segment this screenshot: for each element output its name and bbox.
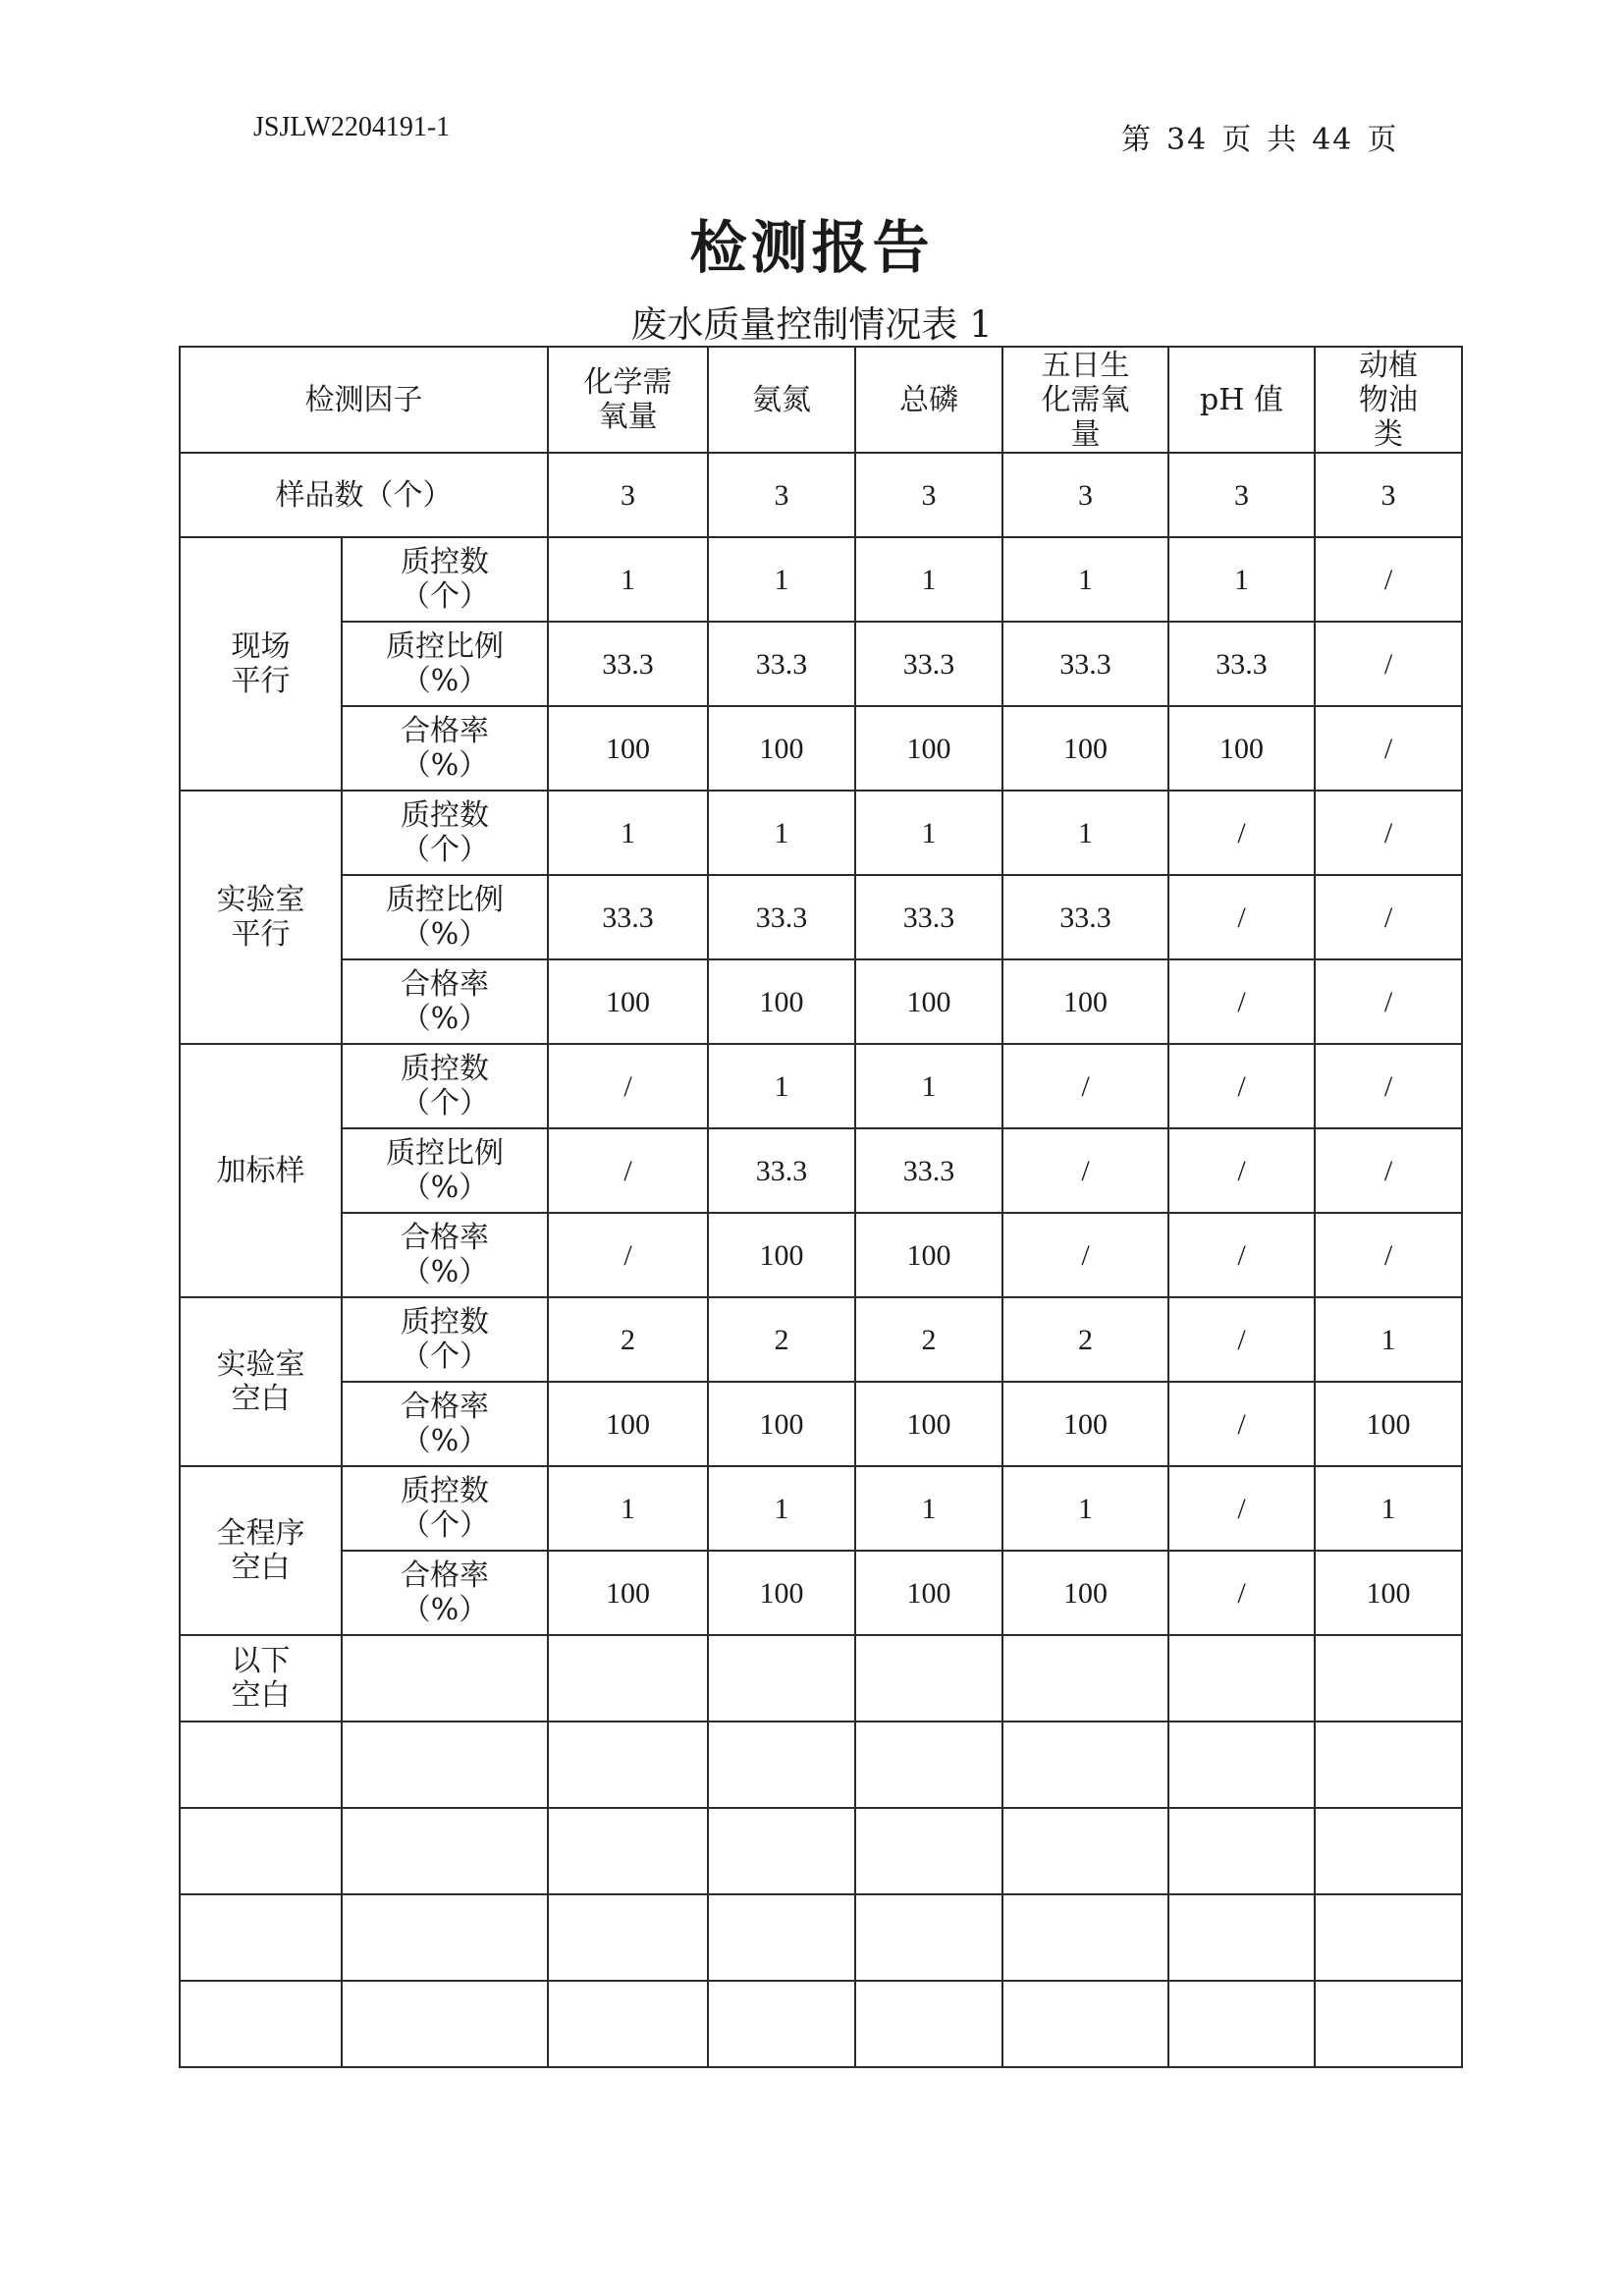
value-cell: 1 [548,1466,708,1551]
empty-cell [1002,1981,1168,2067]
metric-label: 合格率 （%） [342,706,548,791]
empty-cell [548,1722,708,1808]
sample-count-cell: 3 [855,453,1002,537]
value-cell: 100 [1002,959,1168,1044]
value-cell: 33.3 [708,875,855,959]
value-cell: / [1315,1044,1462,1128]
table-row [180,1213,1462,1297]
value-cell: 100 [1002,706,1168,791]
value-cell: / [1168,875,1315,959]
value-cell: / [1168,1551,1315,1635]
value-cell: 100 [1315,1382,1462,1466]
value-cell: 100 [1168,706,1315,791]
empty-cell [342,1981,548,2067]
value-cell: 100 [1002,1551,1168,1635]
metric-label: 合格率 （%） [342,1213,548,1297]
value-cell: 100 [708,706,855,791]
value-cell: / [1315,875,1462,959]
value-cell: 100 [708,1382,855,1466]
metric-label: 质控比例 （%） [342,622,548,706]
empty-cell [1168,1808,1315,1894]
value-cell: 33.3 [855,875,1002,959]
group-label: 加标样 [180,1044,342,1297]
end-note: 以下 空白 [180,1635,342,1722]
empty-row [180,1722,1462,1808]
value-cell: / [548,1044,708,1128]
page-title: 检测报告 [689,214,934,281]
metric-label: 质控比例 （%） [342,875,548,959]
value-cell: 100 [548,706,708,791]
value-cell: 33.3 [548,622,708,706]
empty-cell [548,1635,708,1722]
empty-cell [342,1808,548,1894]
empty-cell [1002,1808,1168,1894]
empty-cell [1315,1635,1462,1722]
group-label: 实验室 空白 [180,1297,342,1466]
group-label: 全程序 空白 [180,1466,342,1635]
page-prefix: 第 [1121,123,1153,157]
empty-cell [1168,1722,1315,1808]
table-row [180,537,1462,622]
empty-cell [180,1808,342,1894]
empty-row [180,1894,1462,1981]
empty-cell [1315,1894,1462,1981]
table-row [180,1466,1462,1551]
value-cell: 1 [1315,1297,1462,1382]
value-cell: / [1002,1213,1168,1297]
empty-cell [342,1722,548,1808]
value-cell: 1 [1168,537,1315,622]
empty-cell [1315,1981,1462,2067]
column-header: 动植 物油 类 [1315,347,1462,453]
value-cell: 100 [708,959,855,1044]
empty-cell [1168,1894,1315,1981]
table-row [180,959,1462,1044]
table-caption: 废水质量控制情况表 1 [630,303,993,346]
empty-cell [708,1894,855,1981]
empty-cell [708,1808,855,1894]
empty-cell [855,1981,1002,2067]
value-cell: / [1315,622,1462,706]
header-label: 检测因子 [180,347,548,453]
sample-count-row [180,453,1462,537]
value-cell: 100 [708,1213,855,1297]
metric-label: 质控数 （个） [342,1466,548,1551]
value-cell: / [1168,791,1315,875]
value-cell: / [548,1213,708,1297]
value-cell: / [1168,1382,1315,1466]
metric-label: 质控数 （个） [342,791,548,875]
value-cell: 2 [548,1297,708,1382]
table-row [180,706,1462,791]
table-row [180,1128,1462,1213]
value-cell: / [1168,959,1315,1044]
metric-label: 质控数 （个） [342,1044,548,1128]
group-label: 现场 平行 [180,537,342,791]
empty-cell [855,1894,1002,1981]
value-cell: 100 [548,1382,708,1466]
empty-row [180,1808,1462,1894]
empty-cell [855,1722,1002,1808]
empty-cell [180,1722,342,1808]
table-row [180,1382,1462,1466]
value-cell: 33.3 [548,875,708,959]
table-row [180,875,1462,959]
value-cell: 1 [1315,1466,1462,1551]
table-row [180,1044,1462,1128]
value-cell: / [1168,1128,1315,1213]
empty-cell [855,1635,1002,1722]
empty-cell [180,1894,342,1981]
value-cell: 100 [1315,1551,1462,1635]
value-cell: 1 [1002,791,1168,875]
sample-count-label: 样品数（个） [180,453,548,537]
value-cell: 2 [708,1297,855,1382]
metric-label: 合格率 （%） [342,1382,548,1466]
value-cell: 1 [1002,1466,1168,1551]
empty-cell [342,1635,548,1722]
empty-cell [1168,1635,1315,1722]
value-cell: 33.3 [855,1128,1002,1213]
empty-cell [1168,1981,1315,2067]
value-cell: / [1315,791,1462,875]
empty-cell [1002,1722,1168,1808]
value-cell: 100 [548,1551,708,1635]
column-header: pH 值 [1168,347,1315,453]
value-cell: / [1315,537,1462,622]
value-cell: 100 [855,1551,1002,1635]
metric-label: 合格率 （%） [342,959,548,1044]
value-cell: 1 [855,1044,1002,1128]
empty-cell [548,1808,708,1894]
empty-cell [1002,1635,1168,1722]
empty-cell [708,1635,855,1722]
table-row [180,622,1462,706]
empty-cell [1002,1894,1168,1981]
table-row [180,1551,1462,1635]
empty-cell [708,1981,855,2067]
value-cell: / [1315,706,1462,791]
header-row [180,347,1462,453]
value-cell: 1 [708,791,855,875]
table-row [180,1297,1462,1382]
empty-cell [855,1808,1002,1894]
value-cell: 2 [1002,1297,1168,1382]
end-note-row [180,1635,1462,1722]
value-cell: 33.3 [708,1128,855,1213]
quality-control-table [179,346,1463,2068]
page-mid: 页 [1221,123,1254,157]
empty-cell [180,1981,342,2067]
column-header: 五日生 化需氧 量 [1002,347,1168,453]
value-cell: / [1002,1128,1168,1213]
value-cell: / [1168,1044,1315,1128]
page-total: 44 [1312,123,1354,157]
empty-cell [548,1894,708,1981]
value-cell: / [1002,1044,1168,1128]
group-label: 实验室 平行 [180,791,342,1044]
value-cell: 100 [1002,1382,1168,1466]
empty-cell [708,1722,855,1808]
value-cell: 1 [708,1466,855,1551]
column-header: 氨氮 [708,347,855,453]
value-cell: / [548,1128,708,1213]
table-row [180,791,1462,875]
empty-cell [1315,1808,1462,1894]
metric-label: 质控数 （个） [342,1297,548,1382]
value-cell: 1 [855,1466,1002,1551]
report-number: JSJLW2204191-1 [253,112,451,142]
page-current: 34 [1166,123,1209,157]
value-cell: 100 [855,1382,1002,1466]
metric-label: 质控比例 （%） [342,1128,548,1213]
value-cell: 1 [855,791,1002,875]
value-cell: 33.3 [1168,622,1315,706]
sample-count-cell: 3 [548,453,708,537]
value-cell: 2 [855,1297,1002,1382]
value-cell: / [1315,959,1462,1044]
sample-count-cell: 3 [1002,453,1168,537]
empty-cell [1315,1722,1462,1808]
sample-count-cell: 3 [1315,453,1462,537]
value-cell: 100 [548,959,708,1044]
empty-row [180,1981,1462,2067]
value-cell: 1 [548,537,708,622]
value-cell: 100 [855,706,1002,791]
column-header: 化学需 氧量 [548,347,708,453]
value-cell: 1 [548,791,708,875]
column-header: 总磷 [855,347,1002,453]
page-total-prefix: 共 [1267,123,1299,157]
value-cell: / [1168,1213,1315,1297]
value-cell: / [1168,1297,1315,1382]
value-cell: 1 [855,537,1002,622]
value-cell: 100 [855,1213,1002,1297]
value-cell: / [1315,1128,1462,1213]
value-cell: 100 [855,959,1002,1044]
value-cell: 100 [708,1551,855,1635]
value-cell: 1 [1002,537,1168,622]
value-cell: 1 [708,1044,855,1128]
value-cell: / [1168,1466,1315,1551]
value-cell: / [1315,1213,1462,1297]
value-cell: 33.3 [855,622,1002,706]
page-suffix: 页 [1367,123,1399,157]
metric-label: 合格率 （%） [342,1551,548,1635]
sample-count-cell: 3 [1168,453,1315,537]
value-cell: 33.3 [1002,875,1168,959]
value-cell: 33.3 [1002,622,1168,706]
empty-cell [548,1981,708,2067]
value-cell: 33.3 [708,622,855,706]
value-cell: 1 [708,537,855,622]
page-indicator [1121,115,1412,158]
empty-cell [342,1894,548,1981]
metric-label: 质控数 （个） [342,537,548,622]
sample-count-cell: 3 [708,453,855,537]
